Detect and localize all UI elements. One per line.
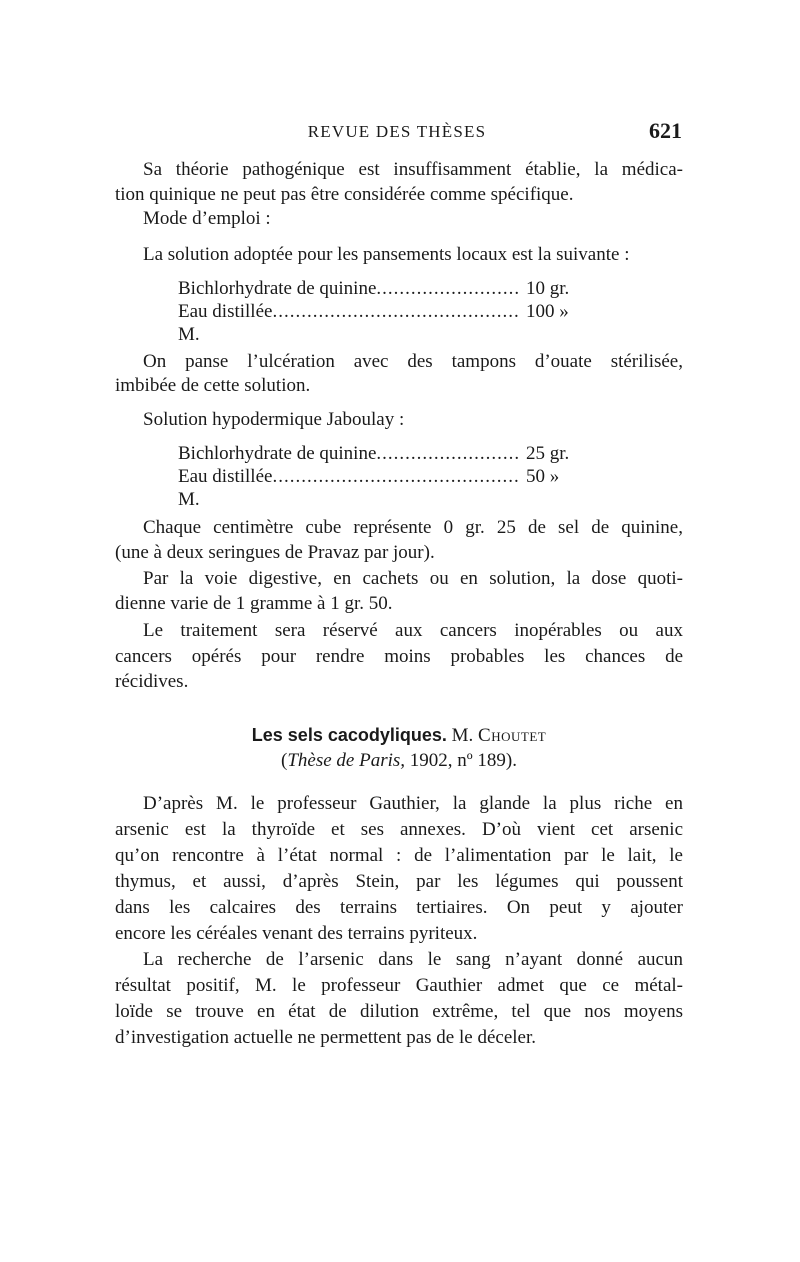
leader-dots xyxy=(272,300,520,323)
ingredient-name: Bichlorhydrate de quinine xyxy=(178,278,377,299)
ingredient-qty: 10 gr. xyxy=(526,278,570,299)
citation-open-paren: ( xyxy=(281,750,288,771)
body-paragraph-1 xyxy=(115,792,683,816)
text-line: cancers opérés pour rendre moins probables les chances de xyxy=(115,646,683,667)
text-line: loïde se trouve en état de dilution extrême, tel que nos moyens xyxy=(115,1001,683,1022)
text-line: imbibée de cette solution. xyxy=(115,375,311,396)
body-paragraph-2 xyxy=(115,948,683,972)
solution-hypodermique-title: Solution hypodermique Jaboulay : xyxy=(143,409,405,430)
dressing-paragraph xyxy=(115,350,683,374)
mode-emploi: Mode d’emploi : xyxy=(143,208,271,229)
text-line: encore les céréales venant des terrains pyriteux. xyxy=(115,923,478,944)
dressing-paragraph-end xyxy=(115,374,683,398)
intro-paragraph xyxy=(115,158,683,182)
dosage-paragraph-1 xyxy=(115,516,683,540)
recipe-local xyxy=(178,277,618,346)
text-line: (une à deux seringues de Pravaz par jour). xyxy=(115,542,435,563)
page-number: 621 xyxy=(649,118,682,143)
text-line: résultat positif, M. le professeur Gauthier admet que ce métal- xyxy=(115,975,683,996)
citation-rest: 1902, nº 189). xyxy=(409,750,517,771)
body-paragraph-1-l3 xyxy=(115,844,683,868)
citation-italic: Thèse de Paris, xyxy=(287,750,406,771)
recipe-m: M. xyxy=(178,489,200,510)
recipe-item xyxy=(178,442,618,465)
running-title: REVUE DES THÈSES xyxy=(307,122,487,141)
text-line: Par la voie digestive, en cachets ou en solution, la dose quoti- xyxy=(143,568,683,589)
section-title: Les sels cacodyliques. xyxy=(251,725,447,745)
ingredient-qty: 100 » xyxy=(526,301,569,322)
text-line: On panse l’ulcération avec des tampons d’ouate stérilisée, xyxy=(143,351,683,372)
section-heading xyxy=(115,722,683,749)
recipe-m: M. xyxy=(178,324,200,345)
text-line: thymus, et aussi, d’après Stein, par les légumes qui poussent xyxy=(115,871,683,892)
text-line: dienne varie de 1 gramme à 1 gr. 50. xyxy=(115,593,393,614)
text-line: dans les calcaires des terrains tertiaires. On peut y ajouter xyxy=(115,897,683,918)
body-paragraph-2-l2 xyxy=(115,974,683,998)
section-citation xyxy=(115,748,683,774)
author-name: Choutet xyxy=(478,725,547,746)
leader-dots xyxy=(272,465,520,488)
body-paragraph-2-l3 xyxy=(115,1000,683,1024)
ingredient-name: Eau distillée xyxy=(178,466,273,487)
recipe-item xyxy=(178,277,618,300)
recipe-item xyxy=(178,465,618,488)
body-paragraph-1-end xyxy=(115,922,683,946)
leader-dots xyxy=(376,277,520,300)
leader-dots xyxy=(376,442,520,465)
recipe-hypodermic xyxy=(178,442,618,511)
text-line: Sa théorie pathogénique est insuffisamment établie, la médica- xyxy=(143,159,683,180)
solution-intro: La solution adoptée pour les pansements locaux est la suivante : xyxy=(143,244,630,265)
text-line: récidives. xyxy=(115,671,189,692)
body-paragraph-1-l5 xyxy=(115,896,683,920)
text-line: arsenic est la thyroïde et ses annexes. D’où vient cet arsenic xyxy=(115,819,683,840)
text-line: tion quinique ne peut pas être considérée comme spécifique. xyxy=(115,184,574,205)
body-paragraph-1-l2 xyxy=(115,818,683,842)
text-line: qu’on rencontre à l’état normal : de l’alimentation par le lait, le xyxy=(115,845,683,866)
running-head xyxy=(112,118,682,148)
treatment-paragraph-cont xyxy=(115,645,683,669)
text-line: Chaque centimètre cube représente 0 gr. 25 de sel de quinine, xyxy=(143,517,683,538)
body-paragraph-1-l4 xyxy=(115,870,683,894)
treatment-paragraph-end xyxy=(115,670,683,694)
author-prefix: M. xyxy=(451,725,474,746)
dosage-paragraph-2 xyxy=(115,567,683,591)
dosage-paragraph-2-end xyxy=(115,592,683,616)
text-line: D’après M. le professeur Gauthier, la glande la plus riche en xyxy=(143,793,683,814)
recipe-item xyxy=(178,300,618,323)
text-line: Le traitement sera réservé aux cancers inopérables ou aux xyxy=(143,620,683,641)
intro-paragraph-end xyxy=(115,183,683,207)
ingredient-name: Bichlorhydrate de quinine xyxy=(178,443,377,464)
text-line: La recherche de l’arsenic dans le sang n’ayant donné aucun xyxy=(143,949,683,970)
body-paragraph-2-end xyxy=(115,1026,683,1050)
treatment-paragraph xyxy=(115,619,683,643)
ingredient-qty: 50 » xyxy=(526,466,560,487)
ingredient-qty: 25 gr. xyxy=(526,443,570,464)
dosage-paragraph-1-end xyxy=(115,541,683,565)
ingredient-name: Eau distillée xyxy=(178,301,273,322)
text-line: d’investigation actuelle ne permettent pas de le déceler. xyxy=(115,1027,536,1048)
